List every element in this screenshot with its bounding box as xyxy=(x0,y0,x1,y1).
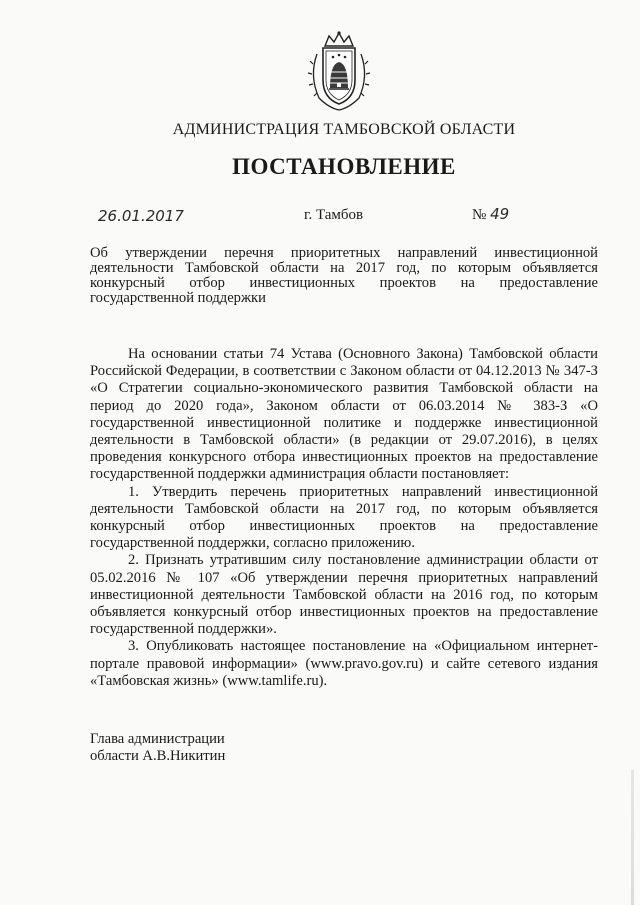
document-date: 26.01.2017 xyxy=(98,207,184,225)
signature-name: области А.В.Никитин xyxy=(90,748,226,764)
signature-block xyxy=(90,731,225,765)
preamble-paragraph: На основании статьи 74 Устава (Основного Закона) Тамбовской области Российской Федерации, в соответствии с Законом области от 04.12.2013 № 347-З «О Стратегии социально-экономического развития Тамбовской области на период до 2020 года», Законом области от 06.03.2014 № 383-З «О государственной инвестиционной политике и поддержке инвестиционной деятельности в Тамбовской области» (в редакции от 29.07.2016), в целях проведения конкурсного отбора инвестиционных проектов на предоставление государственной поддержки администрация области постановляет: xyxy=(90,346,598,483)
list-item: 3. Опубликовать настоящее постановление на «Официальном интернет-портале правовой информации» (www.pravo.gov.ru) и сайте сетевого издания «Тамбовская жизнь» (www.tamlife.ru). xyxy=(90,638,598,689)
number-value: 49 xyxy=(490,205,510,223)
number-label: № xyxy=(472,207,487,223)
organization-name: АДМИНИСТРАЦИЯ ТАМБОВСКОЙ ОБЛАСТИ xyxy=(172,121,516,138)
document-city: г. Тамбов xyxy=(304,207,364,223)
document-body xyxy=(90,346,598,690)
document-type: ПОСТАНОВЛЕНИЕ xyxy=(232,154,456,179)
document-number xyxy=(472,205,509,224)
coat-of-arms-icon xyxy=(299,28,379,114)
list-item: 1. Утвердить перечень приоритетных направлений инвестиционной деятельности Тамбовской области на 2017 год, по которым объявляется конкурсный отбор инвестиционных проектов на предоставление государственной поддержки, согласно приложению. xyxy=(90,483,598,552)
scan-edge-shadow xyxy=(631,770,634,905)
signature-position: Глава администрации xyxy=(90,731,225,747)
document-title: Об утверждении перечня приоритетных направлений инвестиционной деятельности Тамбовской области на 2017 год, по которым объявляется конкурсный отбор инвестиционных проектов на предоставление государственной поддержки xyxy=(90,245,598,306)
list-item: 2. Признать утратившим силу постановление администрации области от 05.02.2016 № 107 «Об утверждении перечня приоритетных направлений инвестиционной деятельности Тамбовской области на 2016 год, по которым объявляется конкурсный отбор инвестиционных проектов на предоставление государственной поддержки». xyxy=(90,552,598,638)
